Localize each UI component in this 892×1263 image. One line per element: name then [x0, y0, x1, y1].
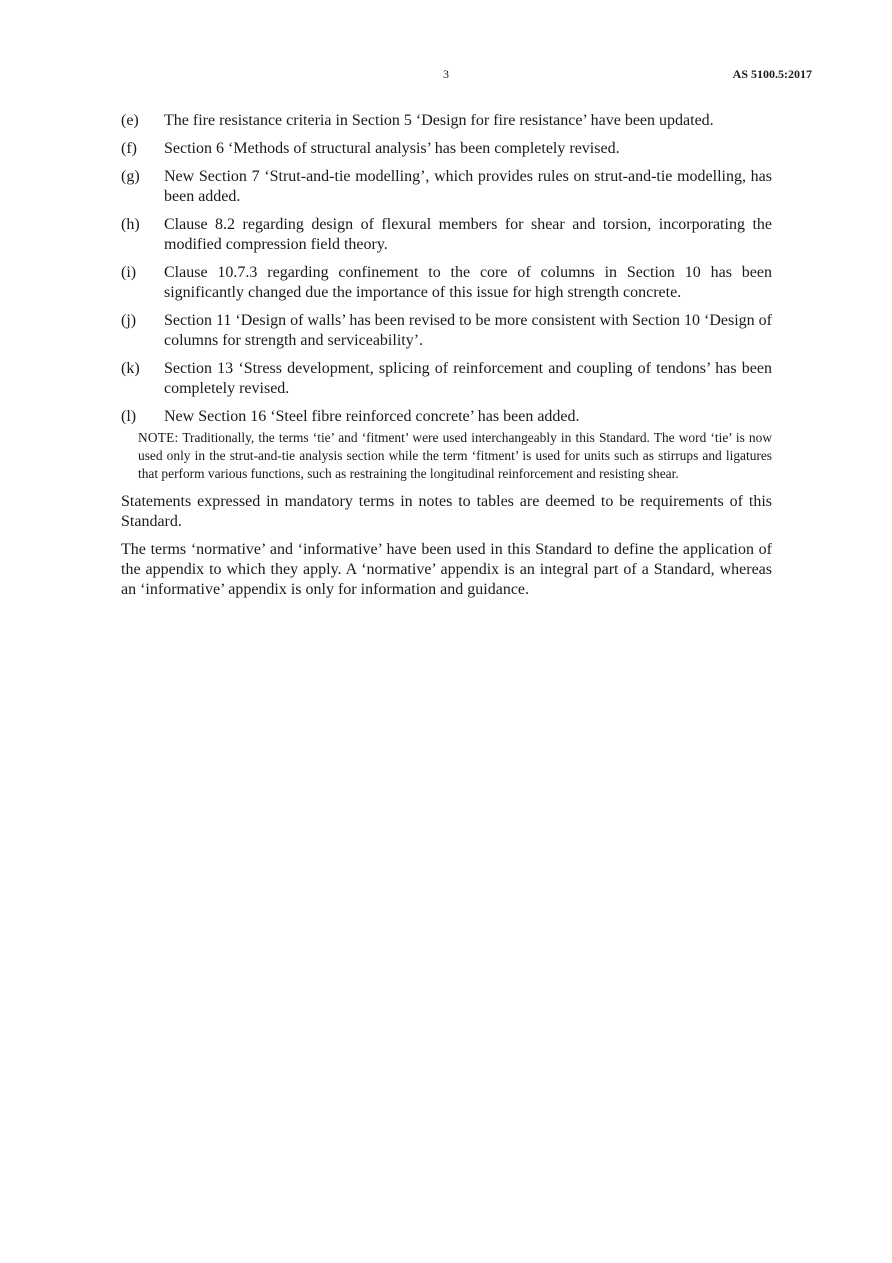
- list-item-k: [121, 359, 772, 399]
- document-id: AS 5100.5:2017: [732, 67, 812, 81]
- page-number: 3: [443, 67, 449, 81]
- paragraph-normative-informative: The terms ‘normative’ and ‘informative’ have been used in this Standard to define the application of the appendix to which they apply. A ‘normative’ appendix is an integral part of a Standard, whereas an ‘informative’ appendix is only for information and guidance.: [121, 541, 772, 598]
- list-item-i: [121, 263, 772, 303]
- page-content: [121, 111, 772, 608]
- list-item-label: (j): [121, 312, 137, 329]
- list-item-text: New Section 7 ‘Strut-and-tie modelling’, which provides rules on strut-and-tie modelling, has been added.: [164, 168, 772, 205]
- paragraph-mandatory-terms: Statements expressed in mandatory terms in notes to tables are deemed to be requirements of this Standard.: [121, 493, 772, 530]
- list-item-text: Section 11 ‘Design of walls’ has been revised to be more consistent with Section 10 ‘Design of columns for strength and serviceability’.: [164, 312, 772, 349]
- list-item-text: Clause 8.2 regarding design of flexural members for shear and torsion, incorporating the modified compression field theory.: [164, 216, 772, 253]
- list-item-text: Clause 10.7.3 regarding confinement to the core of columns in Section 10 has been significantly changed due the importance of this issue for high strength concrete.: [164, 264, 772, 301]
- list-item-text: Section 13 ‘Stress development, splicing of reinforcement and coupling of tendons’ has been completely revised.: [164, 360, 772, 397]
- list-item-text: Section 6 ‘Methods of structural analysis’ has been completely revised.: [164, 140, 620, 157]
- list-item-j: [121, 311, 772, 351]
- list-item-label: (h): [121, 216, 140, 233]
- list-item-text: The fire resistance criteria in Section 5 ‘Design for fire resistance’ have been updated.: [164, 112, 714, 129]
- list-item-f: [121, 139, 772, 159]
- list-item-label: (l): [121, 408, 137, 425]
- list-item-g: [121, 167, 772, 207]
- list-item-label: (g): [121, 168, 140, 185]
- note-lead: NOTE:: [138, 430, 179, 445]
- note: [138, 429, 772, 483]
- list-item-l: [121, 407, 772, 427]
- list-item-label: (k): [121, 360, 140, 377]
- list-item-label: (e): [121, 112, 139, 129]
- list-item-label: (i): [121, 264, 137, 281]
- list-item-e: [121, 111, 772, 131]
- list-item-h: [121, 215, 772, 255]
- list-item-text: New Section 16 ‘Steel fibre reinforced concrete’ has been added.: [164, 408, 580, 425]
- list-item-label: (f): [121, 140, 137, 157]
- note-text: Traditionally, the terms ‘tie’ and ‘fitment’ were used interchangeably in this Standard. The word ‘tie’ is now used only in the strut-and-tie analysis section while the term ‘fitment’ is used for units such as stirrups and ligatures that perform various functions, such as restraining the longitudinal reinforcement and resisting shear.: [138, 430, 772, 481]
